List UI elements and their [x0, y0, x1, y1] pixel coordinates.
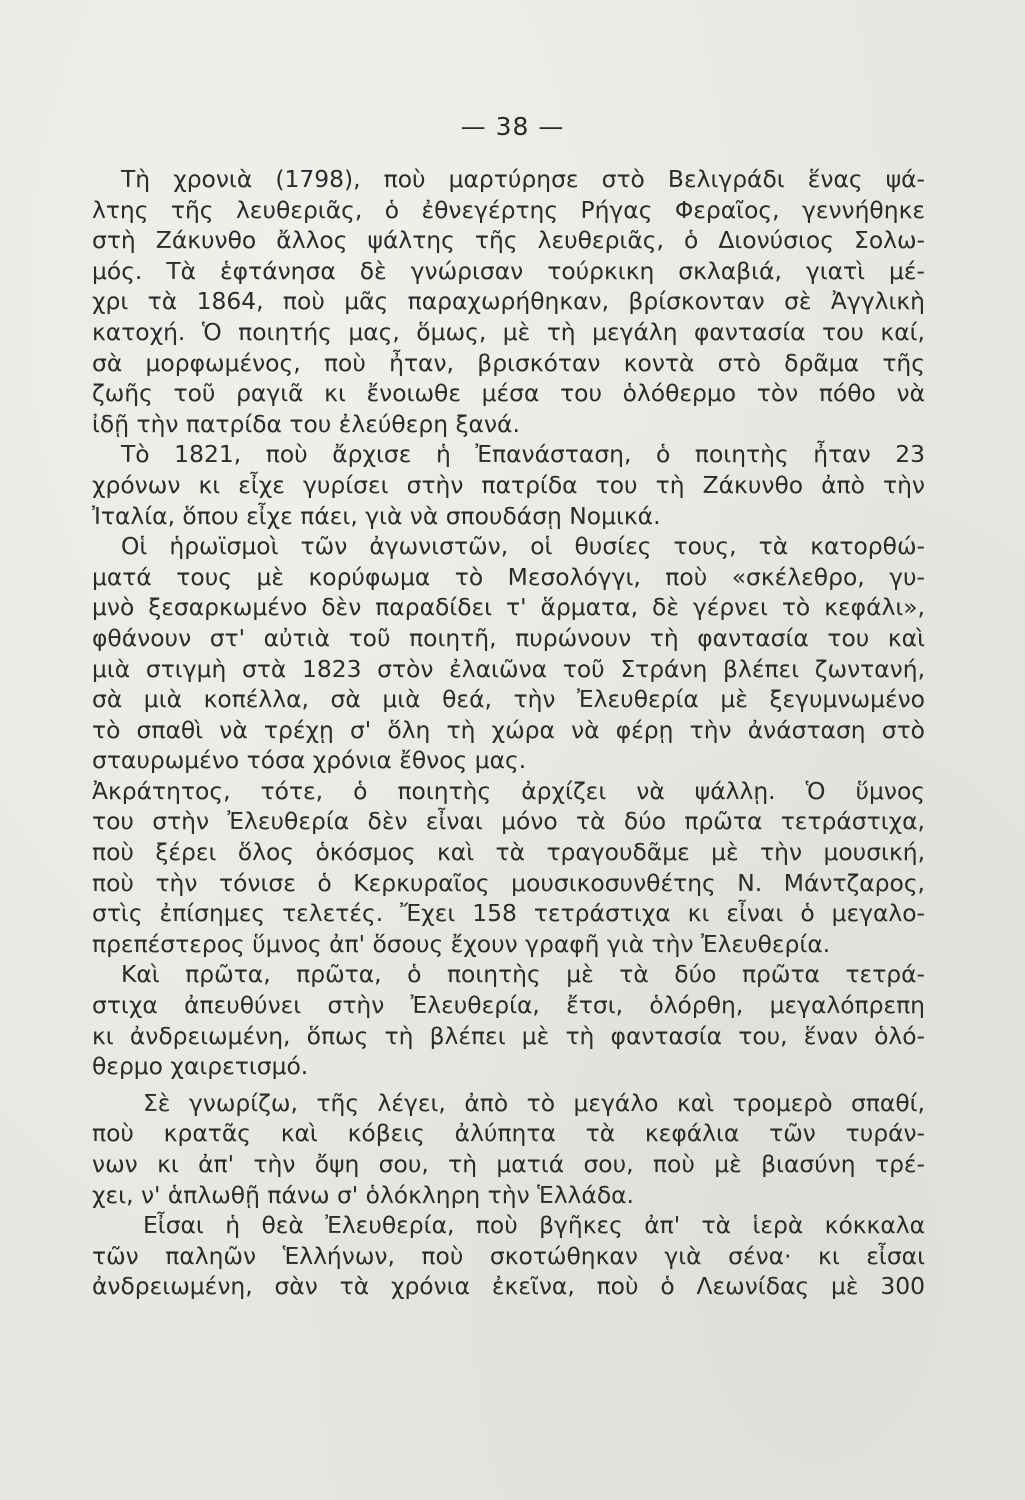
text-line: τῶν παληῶν Ἑλλήνων, ποὺ σκοτώθηκαν γιὰ σένα· κι εἶσαι — [92, 1241, 925, 1270]
text-line: ἀνδρειωμένη, σὰν τὰ χρόνια ἐκεῖνα, ποὺ ὁ Λεωνίδας μὲ 300 — [92, 1272, 925, 1301]
text-line: μός. Τὰ ἑφτάνησα δὲ γνώρισαν τούρκικη σκλαβιά, γιατὶ μέ- — [92, 256, 925, 285]
text-line: χει, ν' ἁπλωθῇ πάνω σ' ὁλόκληρη τὴν Ἑλλάδα. — [92, 1180, 634, 1209]
text-line: στὶς ἐπίσημες τελετές. Ἔχει 158 τετράστιχα κι εἶναι ὁ μεγαλο- — [92, 899, 925, 928]
text-line: χρι τὰ 1864, ποὺ μᾶς παραχωρήθηκαν, βρίσκονταν σὲ Ἀγγλικὴ — [92, 287, 925, 316]
page-number: — 38 — — [460, 112, 565, 141]
text-line: Τὴ χρονιὰ (1798), ποὺ μαρτύρησε στὸ Βελιγράδι ἕνας ψά- — [121, 165, 925, 193]
text-line: πρεπέστερος ὕμνος ἀπ' ὅσους ἔχουν γραφῆ γιὰ τὴν Ἐλευθερία. — [92, 929, 831, 958]
text-line: χρόνων κι εἶχε γυρίσει στὴν πατρίδα του τὴ Ζάκυνθο ἀπὸ τὴν — [92, 470, 925, 499]
text-line: Οἱ ἡρωϊσμοὶ τῶν ἀγωνιστῶν, οἱ θυσίες τους, τὰ κατορθώ- — [121, 532, 925, 561]
text-line: ζωῆς τοῦ ραγιᾶ κι ἔνοιωθε μέσα του ὁλόθερμο τὸν πόθο νὰ — [92, 379, 925, 408]
text-line: νων κι ἀπ' τὴν ὄψη σου, τὴ ματιά σου, ποὺ μὲ βιασύνη τρέ- — [92, 1150, 925, 1178]
paragraph-5 — [92, 959, 925, 1081]
text-line: θερμο χαιρετισμό. — [92, 1052, 309, 1081]
text-line: φθάνουν στ' αὐτιὰ τοῦ ποιητῆ, πυρώνουν τὴ φαντασία του καὶ — [92, 623, 925, 652]
text-line: σὰ μιὰ κοπέλλα, σὰ μιὰ θεά, τὴν Ἐλευθερία μὲ ξεγυμνωμένο — [92, 685, 925, 714]
text-line: Σὲ γνωρίζω, τῆς λέγει, ἀπὸ τὸ μεγάλο καὶ τρομερὸ σπαθί, — [143, 1088, 925, 1117]
paragraph-4 — [92, 776, 925, 960]
paragraph-2 — [92, 439, 925, 531]
text-line: στὴ Ζάκυνθο ἄλλος ψάλτης τῆς λευθεριᾶς, ὁ Διονύσιος Σολω- — [92, 226, 925, 255]
text-line: Ἀκράτητος, τότε, ὁ ποιητὴς ἀρχίζει νὰ ψάλλῃ. Ὁ ὕμνος — [92, 776, 925, 805]
text-line: ἰδῇ τὴν πατρίδα του ἐλεύθερη ξανά. — [92, 409, 520, 438]
text-line: ποὺ τὴν τόνισε ὁ Κερκυραῖος μουσικοσυνθέτης Ν. Μάντζαρος, — [92, 868, 925, 897]
text-line: στιχα ἀπευθύνει στὴν Ἐλευθερία, ἔτσι, ὁλόρθη, μεγαλόπρεπη — [92, 991, 925, 1020]
text-line: Εἶσαι ἡ θεὰ Ἐλευθερία, ποὺ βγῆκες ἀπ' τὰ ἱερὰ κόκκαλα — [143, 1211, 925, 1240]
text-line: Ἰταλία, ὅπου εἶχε πάει, γιὰ νὰ σπουδάσῃ Νομικά. — [92, 501, 661, 530]
text-line: σὰ μορφωμένος, ποὺ ἦταν, βρισκόταν κοντὰ στὸ δρᾶμα τῆς — [92, 348, 925, 377]
text-line: λτης τῆς λευθεριᾶς, ὁ ἐθνεγέρτης Ρήγας Φεραῖος, γεννήθηκε — [92, 195, 925, 224]
text-line: κατοχή. Ὁ ποιητής μας, ὅμως, μὲ τὴ μεγάλη φαντασία του καί, — [92, 317, 925, 346]
text-line: κι ἀνδρειωμένη, ὅπως τὴ βλέπει μὲ τὴ φαντασία του, ἕναν ὁλό- — [92, 1021, 925, 1050]
text-line: του στὴν Ἐλευθερία δὲν εἶναι μόνο τὰ δύο πρῶτα τετράστιχα, — [92, 807, 925, 836]
text-line: Καὶ πρῶτα, πρῶτα, ὁ ποιητὴς μὲ τὰ δύο πρῶτα τετρά- — [121, 960, 925, 989]
paragraph-6 — [92, 1088, 925, 1210]
text-line: ποὺ ξέρει ὅλος ὁκόσμος καὶ τὰ τραγουδᾶμε μὲ τὴν μουσική, — [92, 838, 925, 867]
text-line: μιὰ στιγμὴ στὰ 1823 στὸν ἐλαιῶνα τοῦ Στράνη βλέπει ζωντανή, — [92, 654, 925, 683]
text-line: τὸ σπαθὶ νὰ τρέχῃ σ' ὅλη τὴ χώρα νὰ φέρῃ τὴν ἀνάσταση στὸ — [92, 715, 925, 744]
body-text — [92, 164, 925, 1302]
paragraph-3 — [92, 531, 925, 776]
text-line: ματά τους μὲ κορύφωμα τὸ Μεσολόγγι, ποὺ «σκέλεθρο, γυ- — [92, 562, 925, 591]
paragraph-1 — [92, 164, 925, 439]
text-line: ποὺ κρατᾶς καὶ κόβεις ἀλύπητα τὰ κεφάλια τῶν τυράν- — [92, 1119, 925, 1148]
text-line: μνὸ ξεσαρκωμένο δὲν παραδίδει τ' ἅρματα, δὲ γέρνει τὸ κεφάλι», — [92, 593, 925, 622]
text-line: Τὸ 1821, ποὺ ἄρχισε ἡ Ἐπανάσταση, ὁ ποιητὴς ἦταν 23 — [121, 440, 925, 469]
text-line: σταυρωμένο τόσα χρόνια ἔθνος μας. — [92, 746, 527, 775]
paragraph-7 — [92, 1210, 925, 1302]
